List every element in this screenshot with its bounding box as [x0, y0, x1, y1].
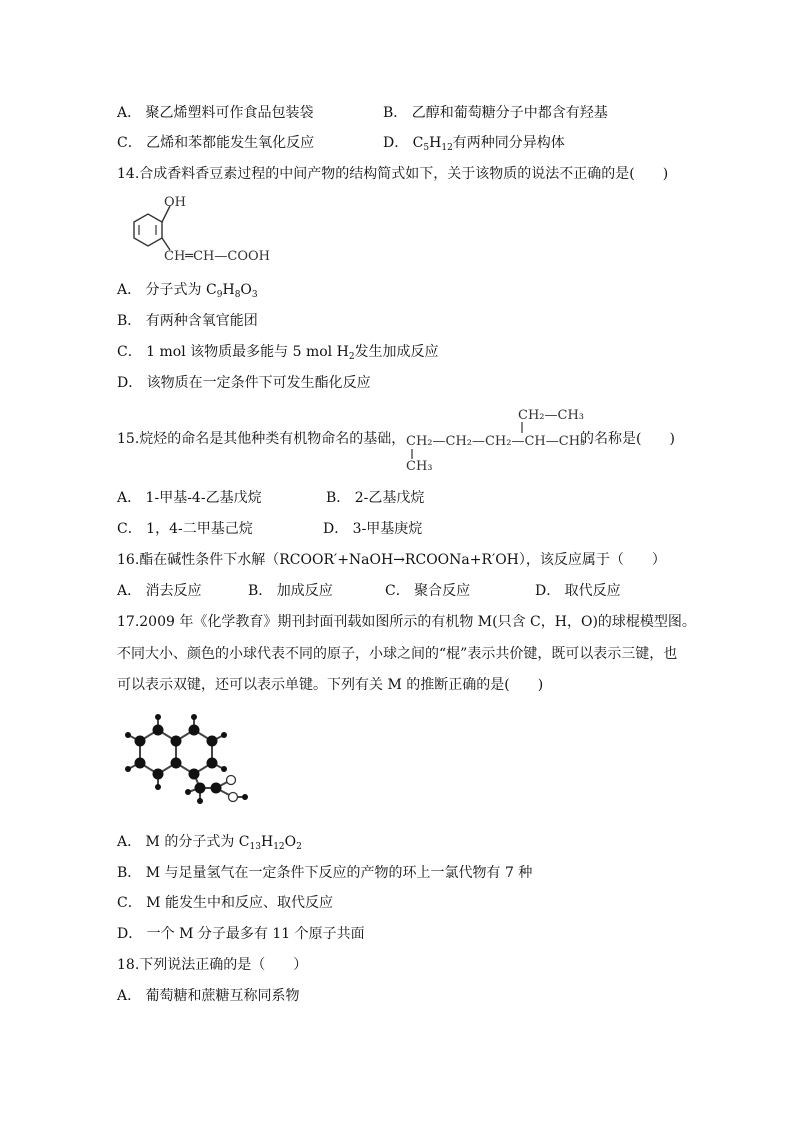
- q14-stem: 14.合成香料香豆素过程的中间产物的结构简式如下，关于该物质的说法不正确的是( ): [117, 166, 669, 182]
- q14-chain-label: CH═CH—COOH: [164, 249, 270, 264]
- q15-option-b: B． 2-乙基戊烷: [326, 490, 425, 506]
- q17-option-d: D． 一个 M 分子最多有 11 个原子共面: [117, 926, 365, 942]
- q18-option-a: A． 葡萄糖和蔗糖互称同系物: [117, 988, 300, 1004]
- q17-ball-stick-model: [120, 708, 260, 808]
- q17-option-a: A． M 的分子式为 $C_{13}H_{12}O_2$: [117, 834, 302, 852]
- q14-oh-label: OH: [164, 195, 186, 210]
- q15-branch-bottom: CH₃: [406, 459, 433, 474]
- q15-option-c: C． 1，4-二甲基己烷: [117, 521, 253, 537]
- q13-option-a: A． 聚乙烯塑料可作食品包装袋: [117, 105, 314, 121]
- q13-option-d: D． $C_5H_{12}$有两种同分异构体: [383, 135, 565, 153]
- q15-option-d: D． 3-甲基庚烷: [323, 521, 423, 537]
- q16-option-a: A． 消去反应: [117, 583, 202, 599]
- q14-option-a: A． 分子式为 $C_9H_8O_3$: [117, 282, 258, 300]
- q16-option-b: B． 加成反应: [248, 583, 333, 599]
- q17-option-c: C． M 能发生中和反应、取代反应: [117, 895, 333, 911]
- q13-option-c: C． 乙烯和苯都能发生氧化反应: [117, 135, 315, 151]
- q17-option-b: B． M 与足量氢气在一定条件下反应的产物的环上一氯代物有 7 种: [117, 865, 533, 881]
- q15-option-a: A． 1-甲基-4-乙基戊烷: [117, 490, 262, 506]
- q15-stem-prefix: 15.烷烃的命名是其他种类有机物命名的基础，: [117, 431, 406, 447]
- q14-option-b: B． 有两种含氧官能团: [117, 313, 258, 329]
- q14-option-d: D． 该物质在一定条件下可发生酯化反应: [117, 375, 371, 391]
- q15-main-chain: CH₂—CH₂—CH₂—CH—CH₃: [406, 434, 586, 449]
- q14-option-c: C． 1 mol 该物质最多能与 5 mol $H_2$发生加成反应: [117, 344, 439, 362]
- q17-stem-line3: 可以表示双键，还可以表示单键。下列有关 M 的推断正确的是( ): [117, 677, 544, 693]
- q14-structure-diagram: [120, 192, 300, 272]
- q16-option-d: D． 取代反应: [535, 583, 621, 599]
- q16-stem: 16.酯在碱性条件下水解（RCOOR′+NaOH→RCOONa+R′OH），该反应属于（ ）: [117, 552, 666, 568]
- q15-structure-diagram: [400, 404, 600, 474]
- q16-option-c: C． 聚合反应: [385, 583, 471, 599]
- q17-stem-line1: 17.2009 年《化学教育》期刊封面刊载如图所示的有机物 M(只含 C，H，O)的球棍模型图。: [117, 614, 696, 630]
- q18-stem: 18.下列说法正确的是（ ）: [117, 957, 308, 973]
- q17-stem-line2: 不同大小、颜色的小球代表不同的原子，小球之间的“棍”表示共价键，既可以表示三键，也: [117, 646, 678, 662]
- q13-option-b: B． 乙醇和葡萄糖分子中都含有羟基: [383, 105, 608, 121]
- q15-branch-top: CH₂—CH₃: [518, 408, 584, 423]
- q15-stem-suffix: 的名称是( ): [580, 431, 675, 447]
